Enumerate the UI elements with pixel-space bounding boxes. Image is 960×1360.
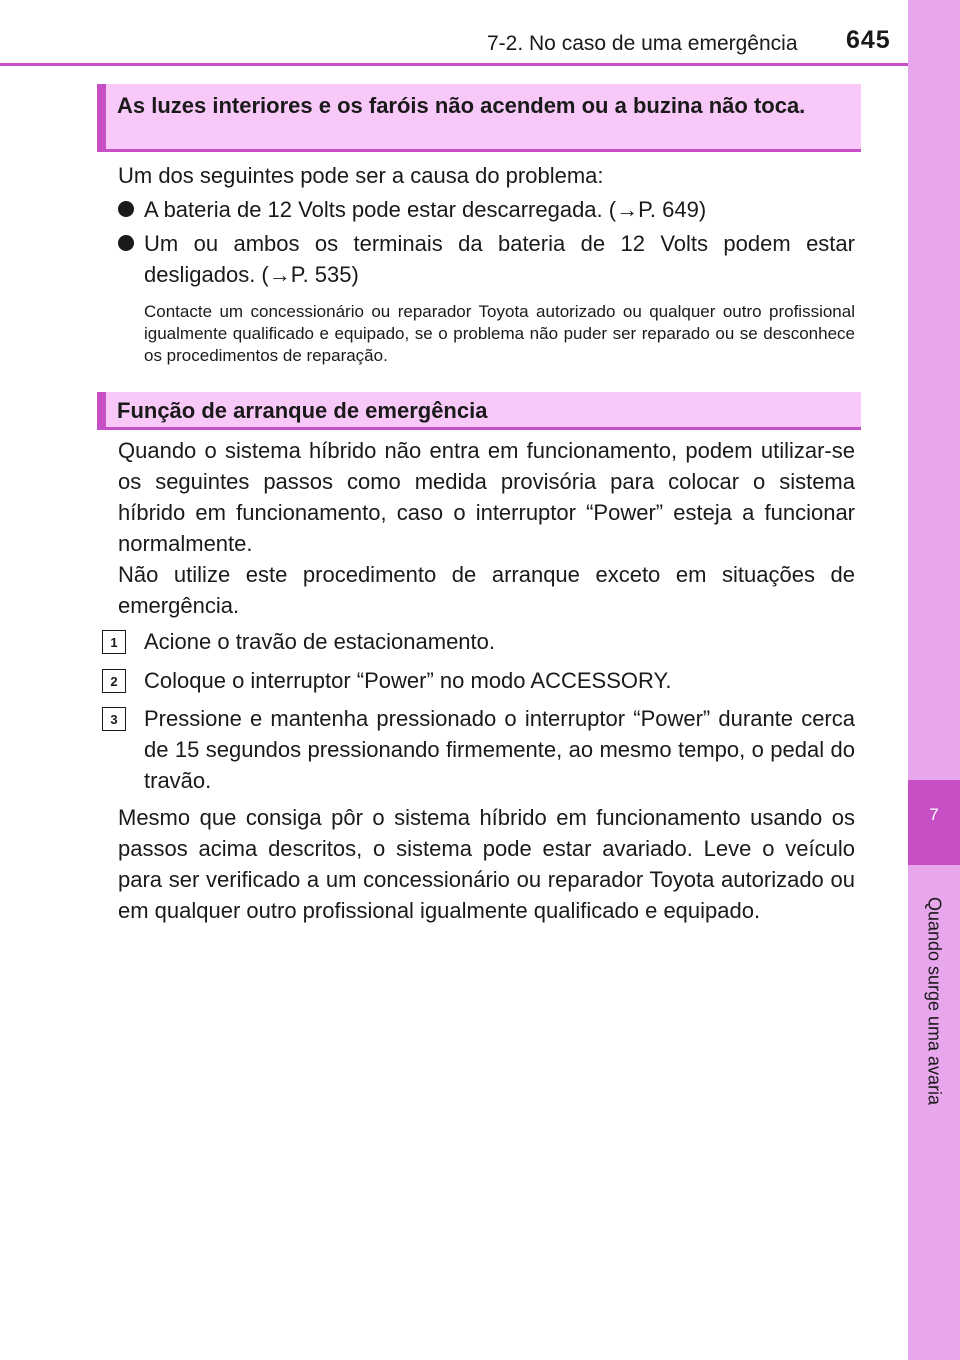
header-divider xyxy=(0,63,960,66)
section2-paragraph-2: Não utilize este procedimento de arranque exceto em situações de emergência. xyxy=(118,562,855,618)
section1-intro: Um dos seguintes pode ser a causa do problema: xyxy=(118,163,604,188)
bullet-text: Um ou ambos os terminais da bateria de 12 Volts podem estar desligados. (→P. 535) xyxy=(144,231,855,287)
bullet-item xyxy=(118,228,855,290)
bullet-item xyxy=(118,194,855,225)
section2-paragraph-1: Quando o sistema híbrido não entra em funcionamento, podem utilizar-se os seguintes passos como medida provisória para colocar o sistema híbrido em funcionamento, caso o interruptor “Power” esteja a funcionar normalmente. xyxy=(118,438,855,556)
bullet-text: A bateria de 12 Volts pode estar descarregada. (→P. 649) xyxy=(144,197,707,222)
step-number-box: 3 xyxy=(102,707,126,731)
step-text: Coloque o interruptor “Power” no modo ACCESSORY. xyxy=(144,668,672,693)
section-heading-lights: As luzes interiores e os faróis não acendem ou a buzina não toca. xyxy=(97,84,861,152)
chapter-title: 7-2. No caso de uma emergência xyxy=(487,32,798,55)
chapter-side-tab xyxy=(908,0,960,1360)
step-item xyxy=(100,665,855,696)
chapter-number: 7 xyxy=(929,805,939,824)
step-text: Pressione e mantenha pressionado o interruptor “Power” durante cerca de 15 segundos pressionando firmemente, ao mesmo tempo, o pedal do travão. xyxy=(144,706,855,793)
step-text: Acione o travão de estacionamento. xyxy=(144,629,496,654)
bullet-dot xyxy=(118,235,134,251)
step-item xyxy=(100,703,855,796)
section1-note: Contacte um concessionário ou reparador Toyota autorizado ou qualquer outro profissional igualmente qualificado e equipado, se o problema não puder ser reparado ou se desconhece os procedimentos de reparação. xyxy=(144,302,855,365)
step-item xyxy=(100,626,855,657)
bullet-dot xyxy=(118,201,134,217)
section2-closing: Mesmo que consiga pôr o sistema híbrido em funcionamento usando os passos acima descritos, o sistema pode estar avariado. Leve o veículo para ser verificado a um concessionário ou reparador Toyota autorizado ou em qualquer outro profissional igualmente qualificado e equipado. xyxy=(118,805,855,923)
step-number-box: 2 xyxy=(102,669,126,693)
step-number-box: 1 xyxy=(102,630,126,654)
chapter-side-label: Quando surge uma avaria xyxy=(924,896,945,1106)
section-heading-emergency-start: Função de arranque de emergência xyxy=(97,392,861,430)
page-number: 645 xyxy=(846,26,891,54)
page-header xyxy=(0,0,908,66)
